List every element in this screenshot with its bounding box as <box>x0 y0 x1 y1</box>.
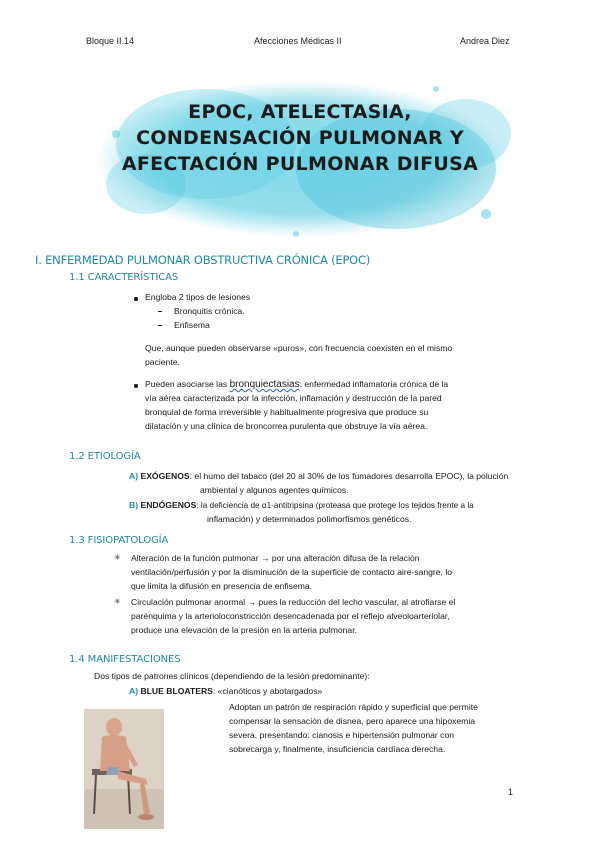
bullet-text-pre: Pueden asociarse las <box>145 379 230 389</box>
subsection-1-2-heading: 1.2 ETIOLOGÍA <box>69 451 141 462</box>
paragraph-line: inflamación) y determinados polimorfismos genéticos. <box>207 514 412 524</box>
header-center: Afecciones Médicas II <box>254 36 342 46</box>
paragraph-line: Dos tipos de patrones clínicos (dependiendo de la lesión predominante): <box>94 671 370 681</box>
paragraph-line: vía aérea caracterizada por la infección, inflamación y destrucción de la pared <box>145 393 442 403</box>
paragraph-line: severa, presentando: cianosis e hipertensión pulmonar con <box>229 730 455 740</box>
item-term: ENDÓGENOS <box>140 500 197 510</box>
subsection-1-3-heading: 1.3 FISIOPATOLOGÍA <box>69 535 169 546</box>
star-bullet-icon: ✳ <box>114 553 121 562</box>
item-text: : «cianóticos y abotargados» <box>212 686 323 696</box>
etiology-item-b <box>129 498 474 513</box>
paragraph-line: que limita la difusión en presencia de enfisema. <box>131 581 313 591</box>
item-text: : la deficiencia de α1-antitripsina (proteasa que protege los tejidos frente a la <box>196 501 474 510</box>
title-line-1: EPOC, ATELECTASIA, <box>188 101 412 123</box>
paragraph-line: sobrecarga y, finalmente, insuficiencia cardíaca derecha. <box>229 744 446 754</box>
item-text: : el humo del tabaco (del 20 al 30% de los fumadores desarrolla EPOC), la polución <box>189 471 509 481</box>
bullet-dot <box>134 297 138 301</box>
dash-marker <box>158 325 162 326</box>
paragraph-line: ambiental y algunos agentes químicos. <box>200 485 349 495</box>
item-term: EXÓGENOS <box>140 471 190 481</box>
paragraph-line: ventilación/perfusión y por la disminución de la superficie de contacto aire-sangre, lo <box>131 567 453 577</box>
paragraph-line: paciente. <box>145 357 180 367</box>
manifestation-item-a <box>129 684 322 698</box>
paragraph-line: compensar la sensación de disnea, pero aparece una hipoxemia <box>229 716 476 726</box>
paragraph-line: Alteración de la función pulmonar → por una alteración difusa de la relación <box>131 553 420 563</box>
paragraph-line: produce una elevación de la presión en la arteria pulmonar. <box>131 625 357 635</box>
section-1-heading: I. ENFERMEDAD PULMONAR OBSTRUCTIVA CRÓNICA (EPOC) <box>35 253 371 267</box>
sub-item: Bronquitis crónica. <box>174 306 245 316</box>
etiology-item-a <box>129 469 508 483</box>
title-line-3: AFECTACIÓN PULMONAR DIFUSA <box>121 153 479 175</box>
subsection-1-1-heading: 1.1 CARACTERÍSTICAS <box>69 272 179 283</box>
bullet-text: Engloba 2 tipos de lesiones <box>145 292 251 302</box>
header-right: Andrea Diez <box>460 36 510 46</box>
star-bullet-icon: ✳ <box>114 597 121 606</box>
item-letter: A) <box>129 471 139 481</box>
bullet-text-post: : enfermedad inflamatoria crónica de la <box>299 379 449 389</box>
bullet-dot <box>134 384 138 388</box>
subsection-1-4-heading: 1.4 MANIFESTACIONES <box>69 654 181 665</box>
item-letter: B) <box>129 500 139 510</box>
header-left: Bloque II.14 <box>86 36 135 46</box>
paragraph-line: dilatación y una clínica de broncorrea purulenta que obstruye la vía aérea. <box>145 421 428 431</box>
page-number: 1 <box>508 787 514 797</box>
title-line-2: CONDENSACIÓN PULMONAR Y <box>136 127 464 149</box>
paragraph-line: Adoptan un patrón de respiración rápido y superficial que permite <box>229 702 478 712</box>
dash-marker <box>158 311 162 312</box>
paragraph-line: Circulación pulmonar anormal → pues la reducción del lecho vascular, al atrofiarse el <box>131 597 456 607</box>
blue-bloater-patient-image <box>84 709 164 829</box>
bullet-text <box>145 377 448 392</box>
term-bronquiectasias: bronquiectasias <box>229 379 300 390</box>
paragraph-line: Que, aunque pueden observarse «puros», con frecuencia coexisten en el mismo <box>145 343 453 353</box>
item-letter: A) <box>129 686 139 696</box>
paragraph-line: bronquial de forma irreversible y habitualmente progresiva que produce su <box>145 407 429 417</box>
sub-item: Enfisema <box>174 320 210 330</box>
item-term: BLUE BLOATERS <box>140 686 213 696</box>
page-title <box>100 99 500 177</box>
paragraph-line: parénquima y la arterioloconstricción desencadenada por el reflejo alveoloarteriolar, <box>131 611 450 621</box>
